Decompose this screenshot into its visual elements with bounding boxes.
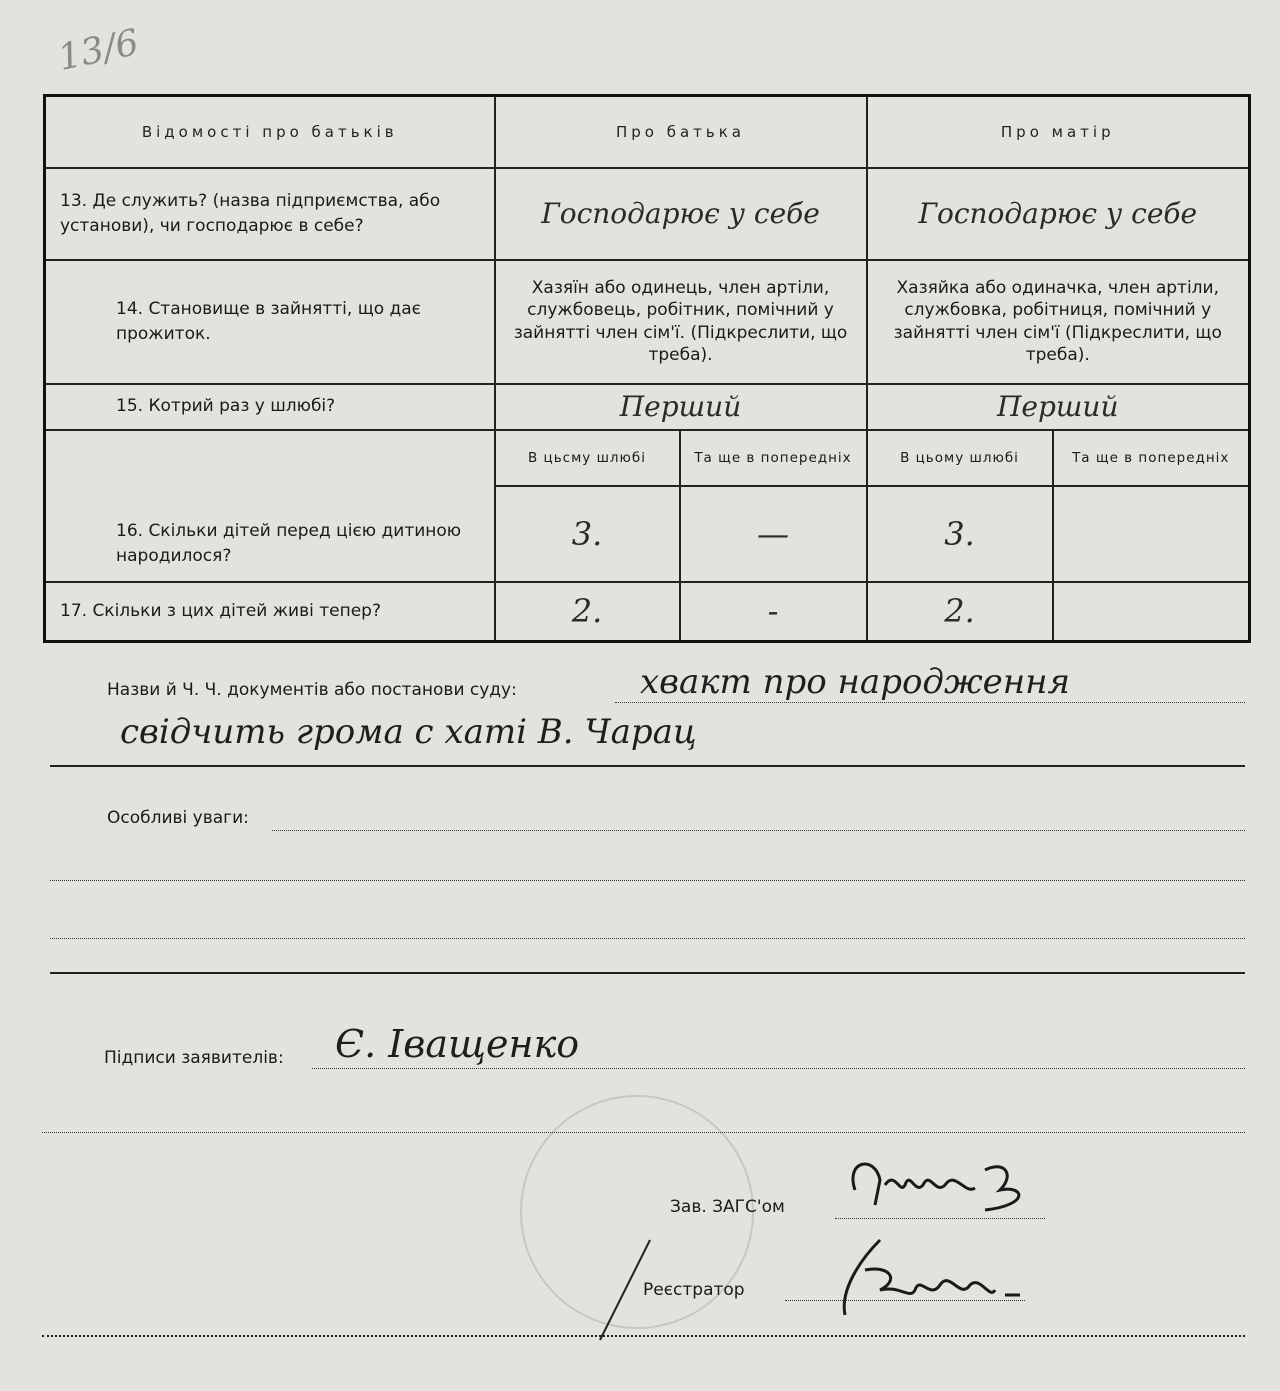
answer-17-father-prev: - [680,582,867,642]
page-number: 13/6 [54,22,143,79]
question-14: 14. Становище в зайнятті, що дає прожиток. [45,260,495,384]
subheader-father-previous: Та ще в попередніх [680,430,867,486]
subheader-father-this-marriage: В цьсму шлюбі [495,430,680,486]
subheader-mother-previous: Та ще в попередніх [1053,430,1250,486]
docs-label: Назви й Ч. Ч. документів або постанови суду: [107,680,517,700]
answer-16-father-prev: — [680,486,867,582]
bottom-line [42,1335,1245,1337]
header-parents-info: Відомості про батьків [45,96,495,168]
parents-info-table [43,94,1251,643]
remarks-line-4 [50,972,1245,974]
answer-15-father: Перший [495,384,867,430]
row-17 [45,582,1250,642]
applicant-signature: Є. Іващенко [335,1022,580,1066]
docs-value-1: хвакт про народження [640,662,1071,702]
answer-16-mother-this: 3. [867,486,1053,582]
row-14 [45,260,1250,384]
pen-stroke-mark [590,1235,660,1345]
answer-14-mother-options: Хазяйка або одиначка, член артіли, службовка, робітниця, помічний у зайнятті член сім'ї (Підкреслити, що треба). [867,260,1250,384]
answer-17-mother-prev [1053,582,1250,642]
question-15: 15. Котрий раз у шлюбі? [45,384,495,430]
question-13: 13. Де служить? (назва підприємства, або установи), чи господарює в себе? [45,168,495,260]
answer-13-father: Господарює у себе [495,168,867,260]
remarks-label: Особливі уваги: [107,808,249,828]
zags-head-label: Зав. ЗАГС'ом [670,1197,785,1217]
header-father: Про батька [495,96,867,168]
answer-13-mother: Господарює у себе [867,168,1250,260]
registrar-signature [820,1230,1030,1325]
signatures-line-1 [312,1068,1245,1069]
header-mother: Про матір [867,96,1250,168]
remarks-line-3 [50,938,1245,939]
answer-17-mother-this: 2. [867,582,1053,642]
docs-value-2: свідчить грома с хаті В. Чарац [120,712,697,752]
row-16-subheader [45,430,1250,486]
row-13 [45,168,1250,260]
answer-16-mother-prev [1053,486,1250,582]
signatures-label: Підписи заявителів: [104,1048,284,1068]
remarks-line-2 [50,880,1245,881]
answer-15-mother: Перший [867,384,1250,430]
zags-head-signature [835,1150,1045,1230]
answer-17-father-this: 2. [495,582,680,642]
question-16: 16. Скільки дітей перед цією дитиною народилося? [45,430,495,582]
remarks-line-1 [272,830,1245,831]
row-15 [45,384,1250,430]
subheader-mother-this-marriage: В цьому шлюбі [867,430,1053,486]
answer-16-father-this: 3. [495,486,680,582]
docs-line-1 [615,702,1245,703]
registrar-label: Реєстратор [643,1280,745,1300]
answer-14-father-options: Хазяїн або одинець, член артіли, службовець, робітник, помічний у зайнятті член сім'ї. (Підкреслити, що треба). [495,260,867,384]
question-17: 17. Скільки з цих дітей живі тепер? [45,582,495,642]
table-header-row [45,96,1250,168]
docs-line-2 [50,765,1245,767]
